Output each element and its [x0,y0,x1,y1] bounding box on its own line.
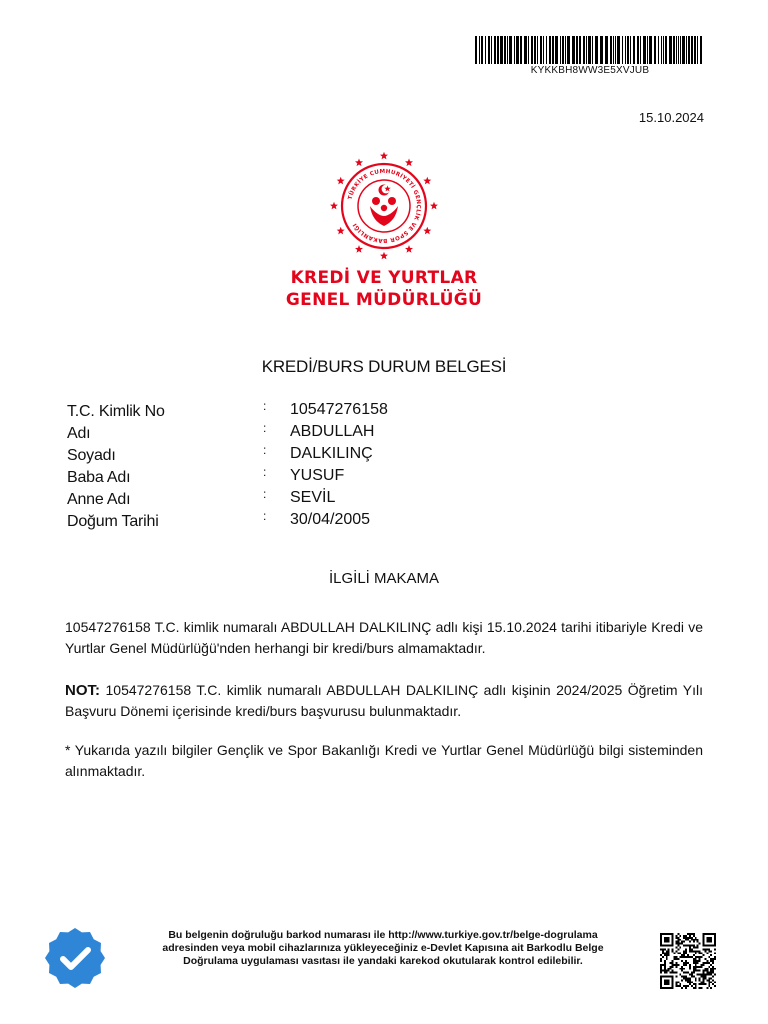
note-text: 10547276158 T.C. kimlik numaralı ABDULLAH DALKILINÇ adlı kişinin 2024/2025 Öğretim Yılı Başvuru Dönemi içerisinde kredi/burs başvurusu bulunmaktadır. [65,682,704,719]
organization-name-line2: GENEL MÜDÜRLÜĞÜ [285,290,483,310]
field-colon: : [263,399,267,413]
note-paragraph [65,680,703,722]
document-title: KREDİ/BURS DURUM BELGESİ [261,357,507,376]
field-label: Doğum Tarihi [67,513,159,530]
barcode-number: KYKKBH8WW3E5XVJUB [530,65,650,76]
field-value: SEVİL [290,489,336,506]
field-value: 30/04/2005 [290,511,371,528]
field-value: DALKILINÇ [290,445,373,462]
field-tc-kimlik-no [67,401,707,423]
field-label: Baba Adı [67,469,131,486]
field-anne-adi [67,489,707,511]
field-label: T.C. Kimlik No [67,403,165,420]
field-dogum-tarihi [67,511,707,533]
organization-name-line1: KREDİ VE YURTLAR [290,268,478,288]
verified-badge-icon [44,927,106,989]
field-colon: : [263,421,267,435]
svg-text:TÜRKİYE CUMHURİYETİ GENÇLİK VE: TÜRKİYE CUMHURİYETİ GENÇLİK VE SPOR BAKANLIĞI [347,168,422,244]
footer-line: adresinden veya mobil cihazlarınıza yükleyeceğiniz e-Devlet Kapısına ait Barkodlu Belge [162,942,604,954]
qr-code-icon[interactable] [660,933,716,989]
footer-line: Doğrulama uygulaması vasıtası ile yandaki karekod okutularak kontrol edilebilir. [183,955,583,967]
addressee-heading: İLGİLİ MAKAMA [328,570,440,587]
field-label: Soyadı [67,447,116,464]
footer-line: Bu belgenin doğruluğu barkod numarası ile http://www.turkiye.gov.tr/belge-dogrulama [168,929,598,941]
field-colon: : [263,443,267,457]
field-value: ABDULLAH [290,423,375,440]
field-baba-adi [67,467,707,489]
field-colon: : [263,509,267,523]
verification-footer-text [122,929,644,968]
note-label: NOT: [65,682,100,699]
document-date: 15.10.2024 [638,110,704,125]
field-adi [67,423,707,445]
ministry-logo [324,146,444,266]
field-label: Anne Adı [67,491,131,508]
field-colon: : [263,465,267,479]
barcode-icon [475,36,705,64]
field-value: 10547276158 [290,401,388,418]
status-paragraph: 10547276158 T.C. kimlik numaralı ABDULLAH DALKILINÇ adlı kişi 15.10.2024 tarihi itibariyle Kredi ve Yurtlar Genel Müdürlüğü'nden herhangi bir kredi/burs almamaktadır. [65,619,703,656]
field-value: YUSUF [290,467,345,484]
field-colon: : [263,487,267,501]
field-label: Adı [67,425,91,442]
disclaimer-paragraph: * Yukarıda yazılı bilgiler Gençlik ve Spor Bakanlığı Kredi ve Yurtlar Genel Müdürlüğü bilgi sisteminden alınmaktadır. [65,742,703,779]
field-soyadi [67,445,707,467]
